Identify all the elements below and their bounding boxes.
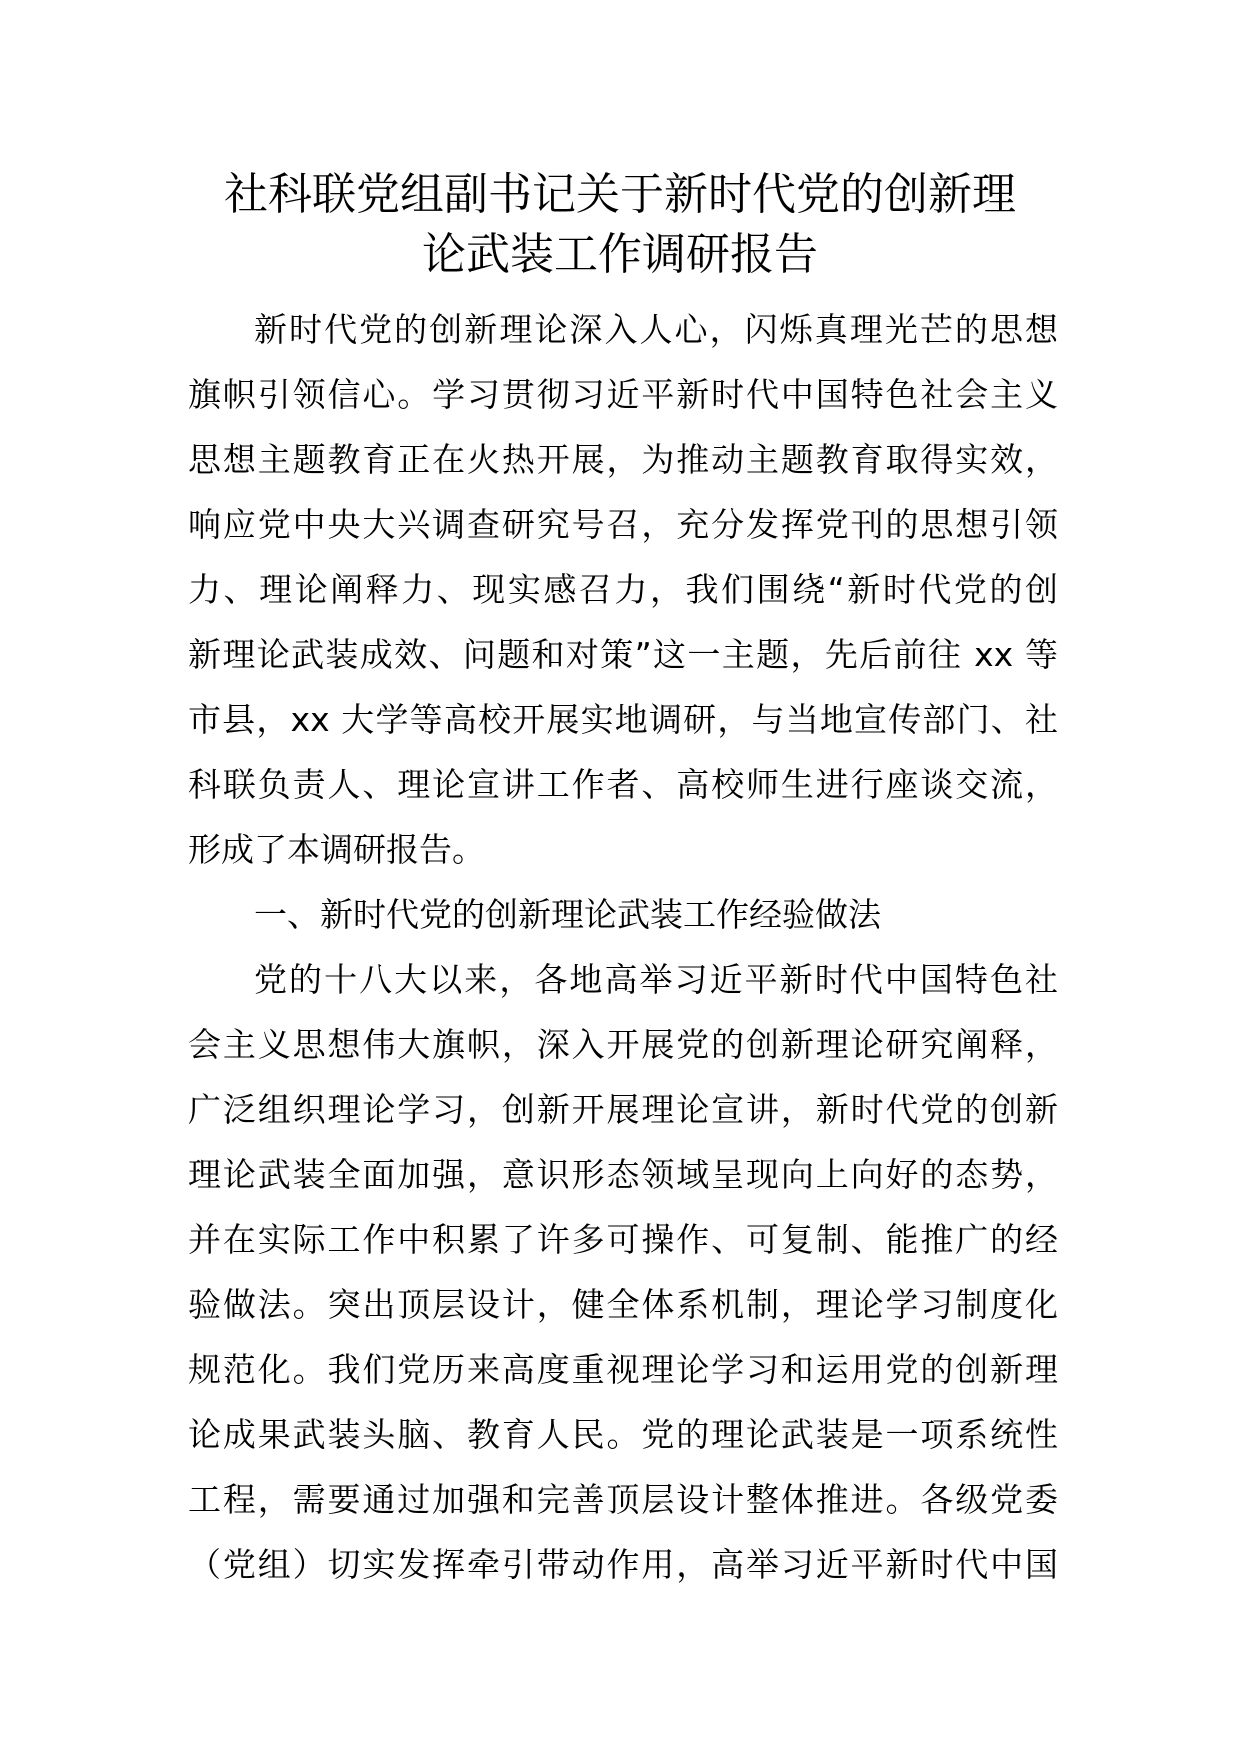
paragraph-line: 论成果武装头脑、教育人民。党的理论武装是一项系统性	[188, 1415, 1058, 1454]
paragraph-line: 会主义思想伟大旗帜，深入开展党的创新理论研究阐释，	[188, 1025, 1058, 1064]
paragraph-line: （党组）切实发挥牵引带动作用，高举习近平新时代中国	[188, 1545, 1058, 1584]
paragraph-line: 力、理论阐释力、现实感召力，我们围绕“新时代党的创	[188, 570, 1058, 609]
paragraph-line: 工程，需要通过加强和完善顶层设计整体推进。各级党委	[188, 1480, 1058, 1519]
title-line-1: 社科联党组副书记关于新时代党的创新理	[224, 169, 1016, 220]
title-line-2: 论武装工作调研报告	[422, 229, 818, 280]
paragraph-line: 思想主题教育正在火热开展，为推动主题教育取得实效，	[188, 440, 1058, 479]
paragraph-line: 广泛组织理论学习，创新开展理论宣讲，新时代党的创新	[188, 1090, 1058, 1129]
section-heading: 一、新时代党的创新理论武装工作经验做法	[254, 895, 881, 934]
paragraph-line: 验做法。突出顶层设计，健全体系机制，理论学习制度化	[188, 1285, 1058, 1324]
paragraph-line: 规范化。我们党历来高度重视理论学习和运用党的创新理	[188, 1350, 1058, 1389]
paragraph-line: 科联负责人、理论宣讲工作者、高校师生进行座谈交流，	[188, 765, 1058, 804]
paragraph-line: 党的十八大以来，各地高举习近平新时代中国特色社	[254, 960, 1058, 999]
document-body	[188, 297, 1058, 1597]
paragraph-line: 新时代党的创新理论深入人心，闪烁真理光芒的思想	[254, 310, 1058, 349]
paragraph-line: 理论武装全面加强，意识形态领域呈现向上向好的态势，	[188, 1155, 1058, 1194]
paragraph-line: 市县，xx 大学等高校开展实地调研，与当地宣传部门、社	[188, 700, 1058, 739]
document-title	[180, 165, 1060, 285]
paragraph-line: 并在实际工作中积累了许多可操作、可复制、能推广的经	[188, 1220, 1058, 1259]
paragraph-line: 新理论武装成效、问题和对策”这一主题，先后前往 xx 等	[188, 635, 1058, 674]
paragraph-line: 响应党中央大兴调查研究号召，充分发挥党刊的思想引领	[188, 505, 1058, 544]
paragraph-line: 形成了本调研报告。	[188, 830, 485, 869]
paragraph-line: 旗帜引领信心。学习贯彻习近平新时代中国特色社会主义	[188, 375, 1058, 414]
